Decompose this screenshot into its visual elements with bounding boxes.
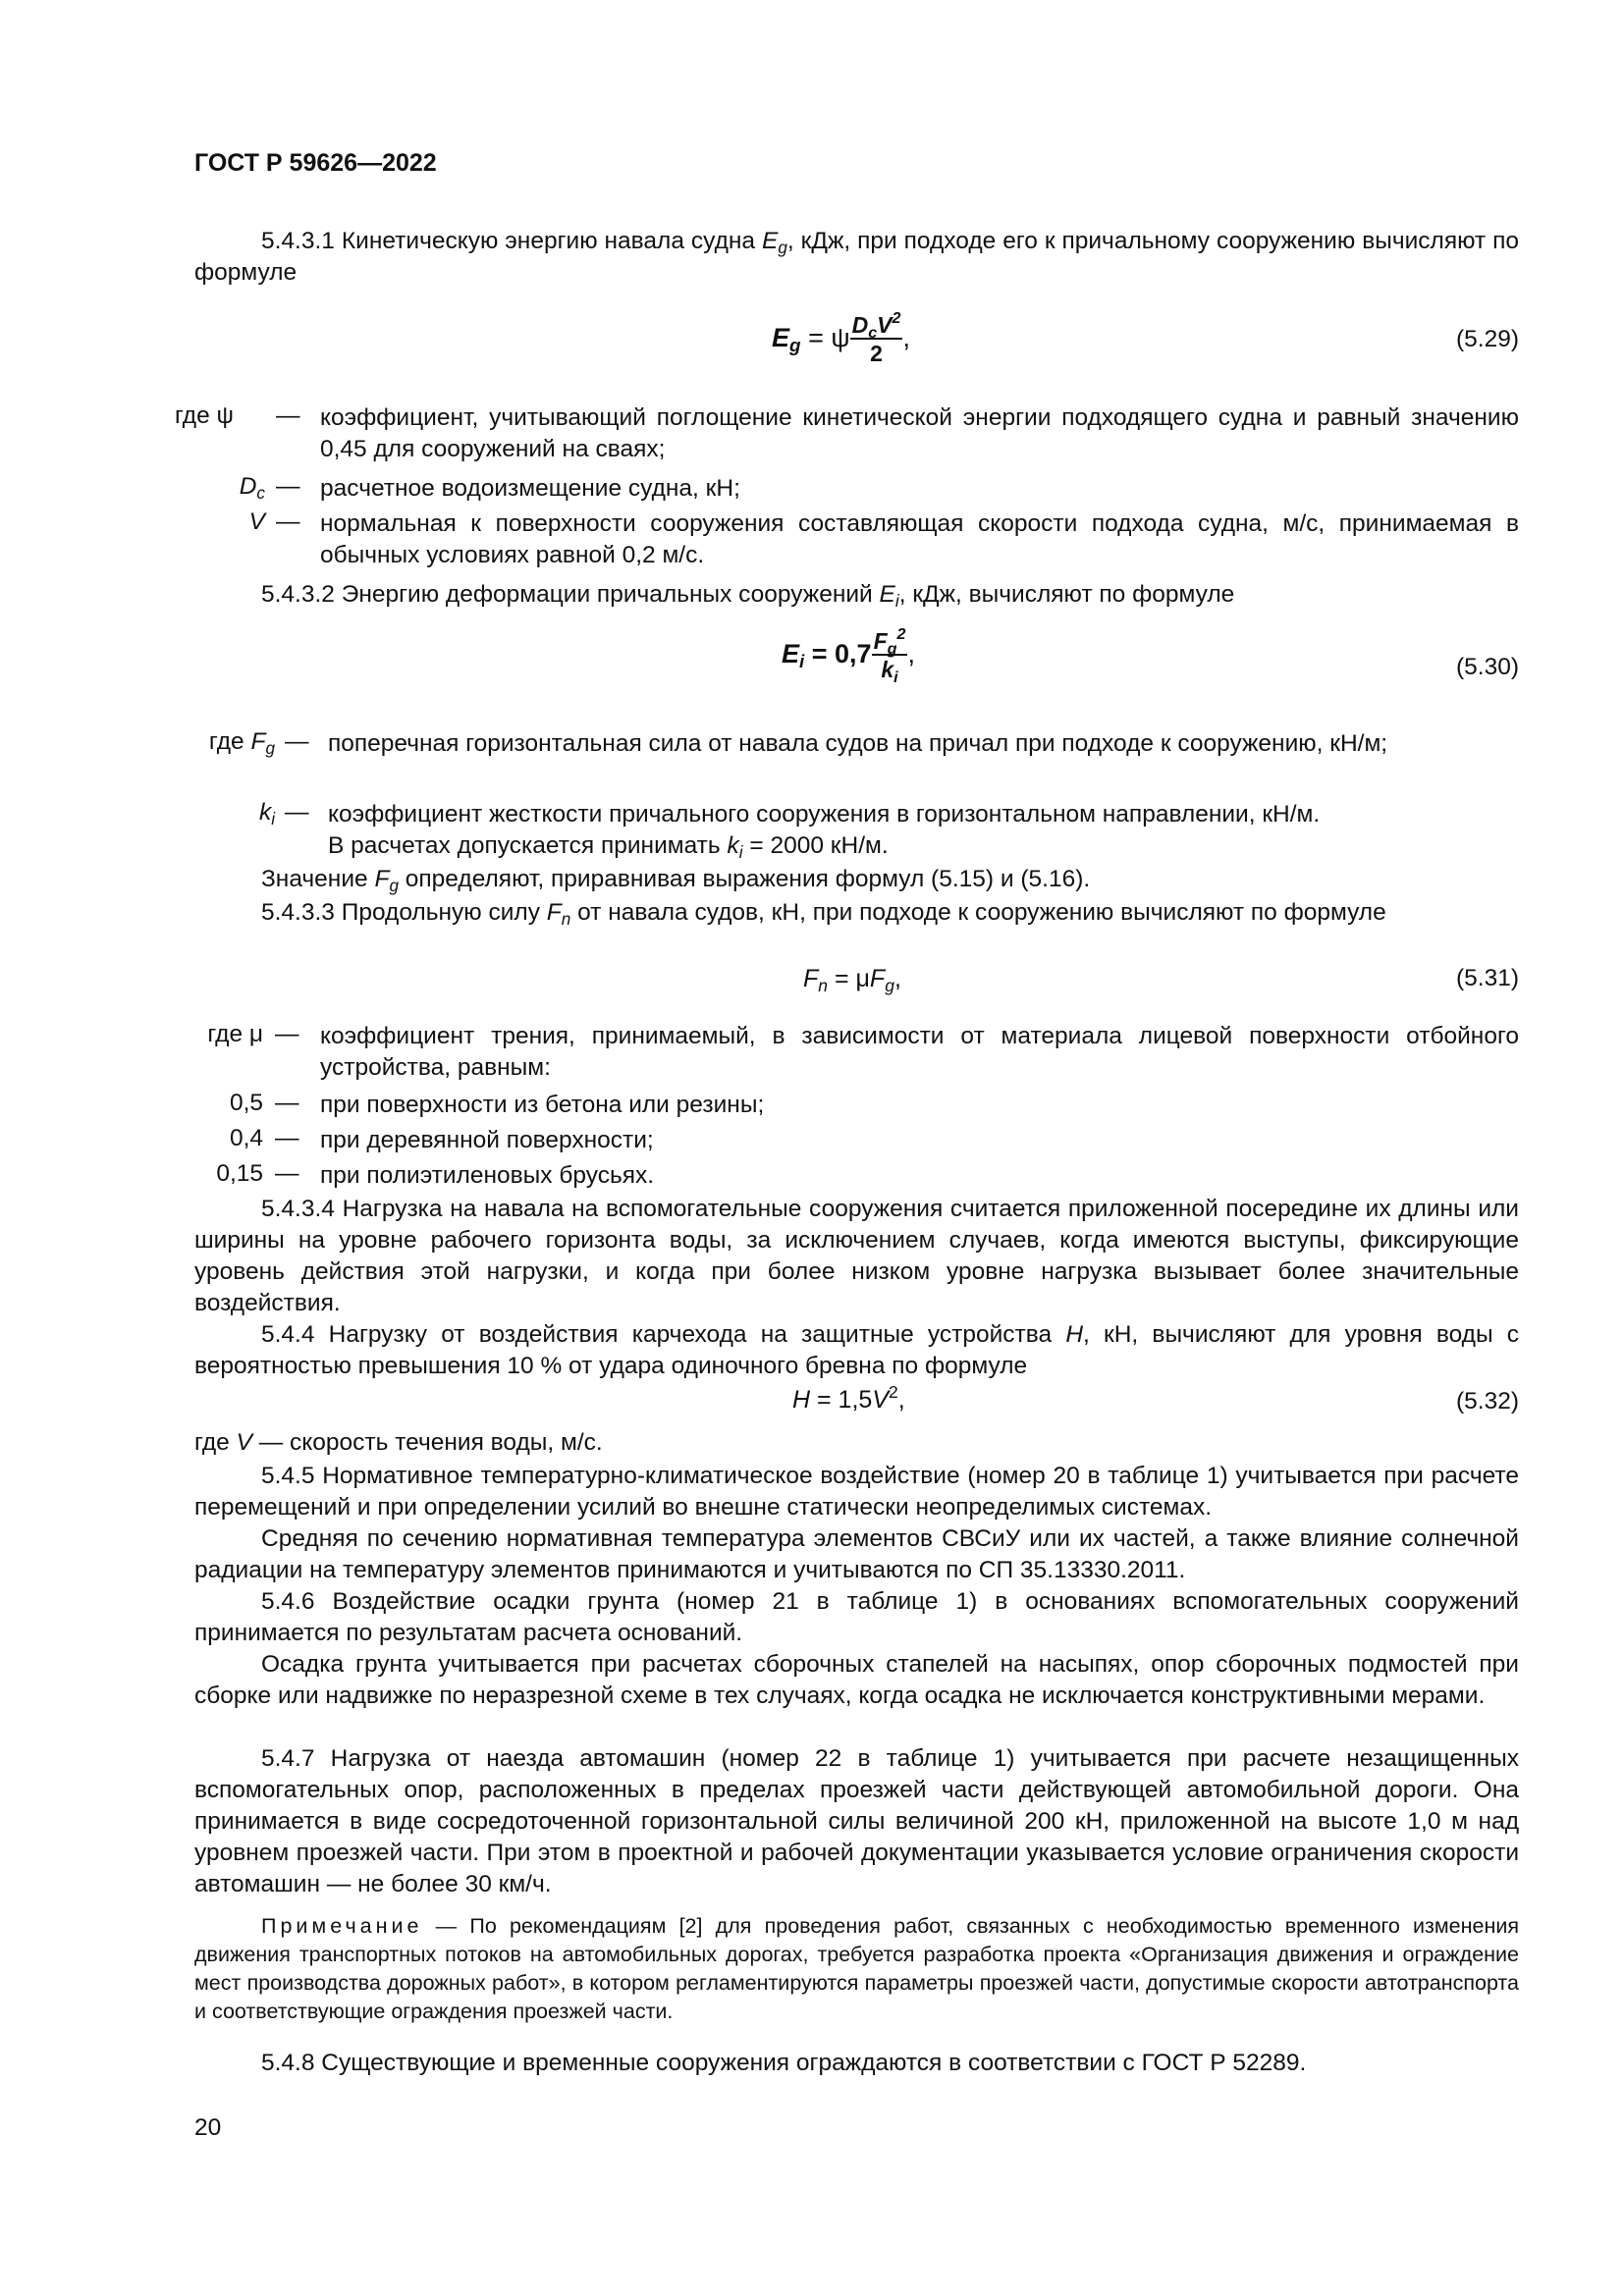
- paragraph-fg-value: [194, 864, 1519, 895]
- paragraph-text: 5.4.3.3 Продольную силу: [261, 899, 547, 926]
- definition-text: коэффициент, учитывающий поглощение кинетической энергии подходящего судна и равный значению 0,45 для сооружений на сваях;: [320, 404, 1519, 462]
- symbol-subscript: i: [894, 591, 899, 611]
- formula-operator: = μ: [828, 965, 870, 992]
- formula-lhs-subscript: i: [799, 652, 805, 673]
- paragraph-5-4-3-1: [194, 226, 1519, 289]
- term-subscript: g: [265, 738, 275, 758]
- equation-number-5-32: (5.32): [1455, 1388, 1519, 1415]
- paragraph-text: 5.4.3.2 Энергию деформации причальных сооружений: [261, 581, 880, 608]
- definition-dash: —: [276, 508, 300, 535]
- definition-text: [328, 799, 1519, 862]
- formula-lhs: H: [792, 1386, 811, 1414]
- fraction-superscript: 2: [896, 625, 906, 643]
- paragraph-text: от навала судов, кН, при подходе к сооружению вычисляют по формуле: [570, 899, 1386, 926]
- definition-dash: —: [285, 728, 309, 755]
- paragraph-5-4-6-b: Осадка грунта учитывается при расчетах сборочных стапелей на насыпях, опор сборочных подмостей при сборке или надвижке по неразрезной схеме в тех случаях, когда осадка не исключается конструктивными мерами.: [194, 1651, 1519, 1709]
- term-symbol: F: [250, 728, 266, 755]
- fraction-denominator-subscript: i: [893, 668, 898, 686]
- definition-term: [259, 799, 275, 827]
- definition-term: 0,4: [229, 1125, 263, 1151]
- term-subscript: i: [271, 809, 275, 828]
- fraction-subscript: g: [887, 640, 897, 658]
- symbol: F: [374, 866, 390, 892]
- definition-dash: —: [276, 473, 300, 500]
- definition-text-a: коэффициент жесткости причального сооружения в горизонтальном направлении, кН/м.: [328, 801, 1321, 828]
- page-number: 20: [194, 2114, 222, 2141]
- formula-5-31: [803, 965, 901, 993]
- note-text: — По рекомендациям [2] для проведения работ, связанных с необходимостью временного изменения движения транспортных потоков на автомобильных дорогах, требуется разработка проекта «Организация движения и ограждение мест производства дорожных работ», в котором регламентируются параметры проезжей части, допустимые скорости автотранспорта и соответствующие ограждения проезжей части.: [194, 1914, 1519, 2023]
- formula-operator: = 0,7: [804, 639, 872, 669]
- paragraph-5-4-3-2: [194, 579, 1519, 611]
- formula-tail: ,: [893, 965, 901, 992]
- formula-var: V: [872, 1386, 889, 1414]
- symbol: V: [236, 1429, 252, 1456]
- formula-5-32: [792, 1382, 905, 1415]
- definition-dash: —: [275, 1021, 299, 1047]
- paragraph-text: , кДж, вычисляют по формуле: [898, 581, 1235, 608]
- definition-dash: —: [285, 799, 309, 826]
- symbol-subscript: n: [561, 909, 571, 929]
- paragraph-text: определяют, приравнивая выражения формул (5.15) и (5.16).: [398, 866, 1091, 892]
- formula-lhs: E: [782, 639, 800, 669]
- definition-prefix: где: [194, 1429, 237, 1456]
- formula-5-29: [772, 309, 910, 367]
- paragraph-5-4-5: 5.4.5 Нормативное температурно-климатическое воздействие (номер 20 в таблице 1) учитывается при расчете перемещений и при определении усилий во внешне статически неопределимых системах.: [194, 1463, 1519, 1521]
- definition-dash: —: [275, 1125, 299, 1151]
- formula-operator: = 1,5: [810, 1386, 873, 1414]
- fraction-denominator: k: [881, 657, 894, 682]
- definition-text: при полиэтиленовых брусьях.: [320, 1162, 655, 1189]
- paragraph-5-4-3-3: [194, 897, 1519, 929]
- definition-term: [249, 508, 265, 536]
- definition-text: коэффициент трения, принимаемый, в зависимости от материала лицевой поверхности отбойного устройства, равным:: [320, 1023, 1519, 1081]
- note-label: Примечание: [261, 1914, 423, 1938]
- paragraph-text: , кДж, при подходе его к причальному сооружению вычисляют по формуле: [194, 228, 1519, 286]
- formula-superscript: 2: [889, 1382, 898, 1402]
- symbol: k: [727, 832, 739, 859]
- equation-number-5-31: (5.31): [1455, 965, 1519, 991]
- fraction-subscript: c: [868, 324, 878, 342]
- term-prefix: где: [208, 728, 251, 755]
- definition-dash: —: [275, 1090, 299, 1116]
- fraction-superscript: 2: [892, 309, 901, 327]
- definition-text: при поверхности из бетона или резины;: [320, 1092, 765, 1118]
- symbol-subscript: i: [738, 842, 743, 862]
- term-symbol: k: [258, 799, 272, 826]
- symbol: F: [546, 899, 562, 926]
- definition-term: [240, 473, 265, 501]
- formula-lhs-subscript: n: [818, 976, 829, 995]
- symbol-subscript: g: [778, 238, 787, 257]
- definition-text: при деревянной поверхности;: [320, 1127, 654, 1153]
- symbol: E: [762, 228, 779, 254]
- fraction-numerator-var: V: [877, 312, 893, 338]
- definition-text: поперечная горизонтальная сила от навала судов на причал при подходе к сооружению, кН/м;: [328, 730, 1388, 757]
- formula-5-30: [782, 625, 915, 686]
- definition-term: где μ: [207, 1021, 263, 1047]
- equation-number-5-30: (5.30): [1455, 654, 1519, 680]
- definition-text: нормальная к поверхности сооружения составляющая скорости подхода судна, м/с, принимаемая в обычных условиях равной 0,2 м/с.: [320, 510, 1519, 568]
- paragraph-text: 5.4.4 Нагрузку от воздействия карчехода на защитные устройства: [261, 1321, 1066, 1348]
- equation-number-5-29: (5.29): [1455, 326, 1519, 352]
- formula-fraction: [850, 309, 903, 367]
- formula-lhs-subscript: g: [789, 336, 801, 357]
- definition-term: [209, 728, 275, 756]
- definition-text-c: = 2000 кН/м.: [742, 832, 889, 859]
- formula-tail: ,: [907, 639, 915, 669]
- formula-rhs: F: [869, 965, 886, 992]
- paragraph-5-4-8: 5.4.8 Существующие и временные сооружения ограждаются в соответствии с ГОСТ Р 52289.: [261, 2050, 1307, 2076]
- definition-dash: —: [275, 1160, 299, 1187]
- definition-term: где ψ: [174, 402, 234, 429]
- formula-tail: ,: [902, 323, 910, 353]
- formula-lhs: F: [803, 965, 819, 992]
- symbol: H: [1065, 1321, 1084, 1348]
- formula-operator: = ψ: [800, 323, 850, 353]
- formula-rhs-subscript: g: [885, 976, 894, 995]
- definition-term: 0,15: [216, 1160, 263, 1187]
- fraction-numerator: F: [873, 628, 888, 654]
- definition-text: расчетное водоизмещение судна, кН;: [320, 475, 740, 502]
- paragraph-5-4-4: [194, 1319, 1519, 1382]
- formula-tail: ,: [897, 1386, 905, 1414]
- note: [194, 1912, 1519, 2026]
- formula-lhs: E: [772, 323, 790, 353]
- term-symbol: V: [248, 508, 265, 535]
- paragraph-text: 5.4.3.1 Кинетическую энергию навала судна: [261, 228, 762, 254]
- definition-text: — скорость течения воды, м/с.: [251, 1429, 603, 1456]
- symbol-subscript: g: [389, 876, 399, 895]
- paragraph-5-4-5-b: Средняя по сечению нормативная температура элементов СВСиУ или их частей, а также влияние солнечной радиации на температуру элементов принимаются и учитываются по СП 35.13330.2011.: [194, 1525, 1519, 1583]
- formula-fraction: [872, 625, 908, 686]
- definition-dash: —: [276, 402, 300, 429]
- paragraph-5-4-7: 5.4.7 Нагрузка от наезда автомашин (номер 22 в таблице 1) учитывается при расчете незащищенных вспомогательных опор, расположенных в пределах проезжей части действующей автомобильной дороги. Она принимается в виде сосредоточенной горизонтальной силы величиной 200 кН, приложенной на высоте 1,0 м над уровнем проезжей части. При этом в проектной и рабочей документации указывается условие ограничения скорости автомашин — не более 30 км/ч.: [194, 1745, 1519, 1897]
- paragraph-text: Значение: [261, 866, 375, 892]
- paragraph-text: , кН, вычисляют для уровня воды с вероятностью превышения 10 % от удара одиночного бревна по формуле: [194, 1321, 1519, 1379]
- fraction-numerator: D: [851, 312, 869, 338]
- symbol: E: [879, 581, 895, 608]
- paragraph-5-4-3-4: 5.4.3.4 Нагрузка на навала на вспомогательные сооружения считается приложенной посередине их длины или ширины на уровне рабочего горизонта воды, за исключением случаев, когда имеются выступы, фиксирующие уровень действия этой нагрузки, и когда при более низком уровне нагрузка вызывает более значительные воздействия.: [194, 1196, 1519, 1316]
- definition-text-b: В расчетах допускается принимать: [328, 832, 728, 859]
- definition-term: 0,5: [229, 1090, 263, 1116]
- term-subscript: c: [256, 483, 265, 503]
- document-header: ГОСТ Р 59626—2022: [194, 149, 437, 177]
- term-symbol: D: [239, 473, 257, 500]
- definition-v: [194, 1429, 603, 1457]
- paragraph-5-4-6: 5.4.6 Воздействие осадки грунта (номер 21 в таблице 1) в основаниях вспомогательных сооружений принимается по результатам расчета оснований.: [194, 1588, 1519, 1646]
- fraction-denominator: 2: [870, 341, 883, 366]
